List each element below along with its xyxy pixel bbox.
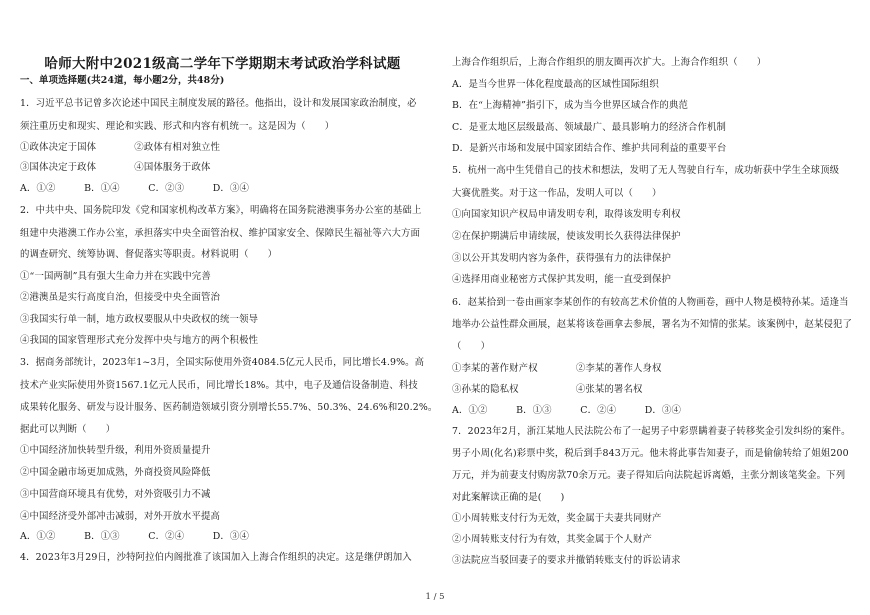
left-line: 须注重历史和现实、理论和实践、形式和内容有机统一。这是因为（ ）: [20, 121, 335, 132]
left-line: ③国体决定于政体 ④国体服务于政体: [20, 162, 211, 173]
right-line: ③以公开其发明内容为条件，获得强有力的法律保护: [452, 253, 672, 264]
left-column: [20, 0, 438, 590]
left-line: A．①② B．①③ C．②④ D．③④: [20, 531, 249, 542]
left-line: A．①② B．①④ C．②③ D．③④: [20, 183, 249, 194]
left-line: 3．据商务部统计，2023年1~3月，全国实际使用外资4084.5亿元人民币，同比增长4.9%。高: [20, 357, 425, 368]
right-line: A．是当今世界一体化程度最高的区域性国际组织: [452, 79, 659, 90]
right-line: 上海合作组织后，上海合作组织的朋友圈再次扩大。上海合作组织（ ）: [452, 57, 767, 68]
left-line: 据此可以判断（ ）: [20, 424, 116, 435]
left-line: ①政体决定于国体 ②政体有相对独立性: [20, 142, 221, 153]
left-line: 组建中央港澳工作办公室，承担落实中央全面管治权、维护国家安全、保障民生福祉等六大方面: [20, 228, 421, 239]
right-line: ①小周转账支付行为无效，奖金属于夫妻共同财产: [452, 513, 662, 524]
right-line: 对此案解读正确的是( ): [452, 492, 565, 503]
left-line: ①中国经济加快转型升级，利用外资质量提升: [20, 445, 211, 456]
right-column: [452, 0, 857, 590]
right-line: （ ）: [452, 341, 491, 352]
left-line: ④我国的国家管理形式充分发挥中央与地方的两个积极性: [20, 335, 259, 346]
left-line: 4．2023年3月29日，沙特阿拉伯内阁批准了该国加入上海合作组织的决定。这是继伊朗加入: [20, 552, 412, 563]
left-line: ③中国营商环境具有优势，对外资吸引力不减: [20, 489, 211, 500]
right-line: A．①② B．①③ C．②④ D．③④: [452, 405, 681, 416]
left-line: 技术产业实际使用外资1567.1亿元人民币，同比增长18%。其中，电子及通信设备制造、科技: [20, 380, 418, 391]
right-line: ③法院应当驳回妻子的要求并撤销转账支付的诉讼请求: [452, 555, 681, 566]
left-line: ④中国经济受外部冲击减弱，对外开放水平提高: [20, 511, 221, 522]
right-line: ①向国家知识产权局申请发明专利，取得该发明专利权: [452, 209, 681, 220]
right-line: ④选择用商业秘密方式保护其发明，能一直受到保护: [452, 274, 672, 285]
right-line: ①李某的著作财产权 ②李某的著作人身权: [452, 363, 662, 374]
page-number: 1 / 5: [425, 592, 445, 602]
right-line: 7．2023年2月，浙江某地人民法院公布了一起男子中彩票瞒着妻子转移奖金引发纠纷的案件。: [452, 426, 851, 437]
left-line: ③我国实行单一制，地方政权要服从中央政权的统一领导: [20, 314, 259, 325]
left-line: 1．习近平总书记曾多次论述中国民主制度发展的路径。他指出，设计和发展国家政治制度，必: [20, 98, 417, 109]
right-line: 5．杭州一高中生凭借自己的技术和想法，发明了无人驾驶自行车，成功斩获中学生全球顶级: [452, 165, 840, 176]
right-line: D．是新兴市场和发展中国家团结合作、维护共同利益的重要平台: [452, 143, 727, 154]
right-line: 男子小周(化名)彩票中奖，税后到手843万元。他未将此事告知妻子，而是偷偷转给了姐姐200: [452, 448, 849, 459]
left-line: ②中国金融市场更加成熟，外商投资风险降低: [20, 467, 211, 478]
right-line: ②小周转账支付行为有效，其奖金属于个人财产: [452, 534, 653, 545]
exam-title: 哈师大附中2021级高二学年下学期期末考试政治学科试题: [44, 56, 401, 72]
left-line: 2．中共中央、国务院印发《党和国家机构改革方案》，明确将在国务院港澳事务办公室的基础上: [20, 205, 422, 216]
left-line: 一、单项选择题(共24道，每小题2分，共48分): [20, 75, 225, 86]
left-line: 的调查研究、统筹协调、督促落实等职责。材料说明（ ）: [20, 249, 278, 260]
right-line: 大赛优胜奖。对于这一作品，发明人可以（ ）: [452, 188, 662, 199]
left-line: 成果转化服务、研发与设计服务、医药制造领域引资分别增长55.7%、50.3%、24.6%和20.2%。: [20, 402, 438, 413]
right-line: ③孙某的隐私权 ④张某的署名权: [452, 384, 643, 395]
right-line: B．在“上海精神”指引下，成为当今世界区域合作的典范: [452, 100, 689, 111]
right-line: 6．赵某拾到一卷由画家李某创作的有较高艺术价值的人物画卷，画中人物是模特孙某。适逢当: [452, 297, 849, 308]
left-line: ②港澳虽是实行高度自治，但接受中央全面管治: [20, 292, 221, 303]
right-line: ②在保护期满后申请续展，使该发明长久获得法律保护: [452, 231, 681, 242]
right-line: 万元，并为前妻支付购房款70余万元。妻子得知后向法院起诉离婚，主张分割该笔奖金。下列: [452, 470, 846, 481]
right-line: 地举办公益性群众画展，赵某将该卷画拿去参展，署名为不知情的张某。该案例中，赵某侵犯了: [452, 319, 853, 330]
left-line: ①“一国两制”具有强大生命力并在实践中完善: [20, 271, 211, 282]
right-line: C．是亚太地区层级最高、领域最广、最具影响力的经济合作机制: [452, 122, 727, 133]
